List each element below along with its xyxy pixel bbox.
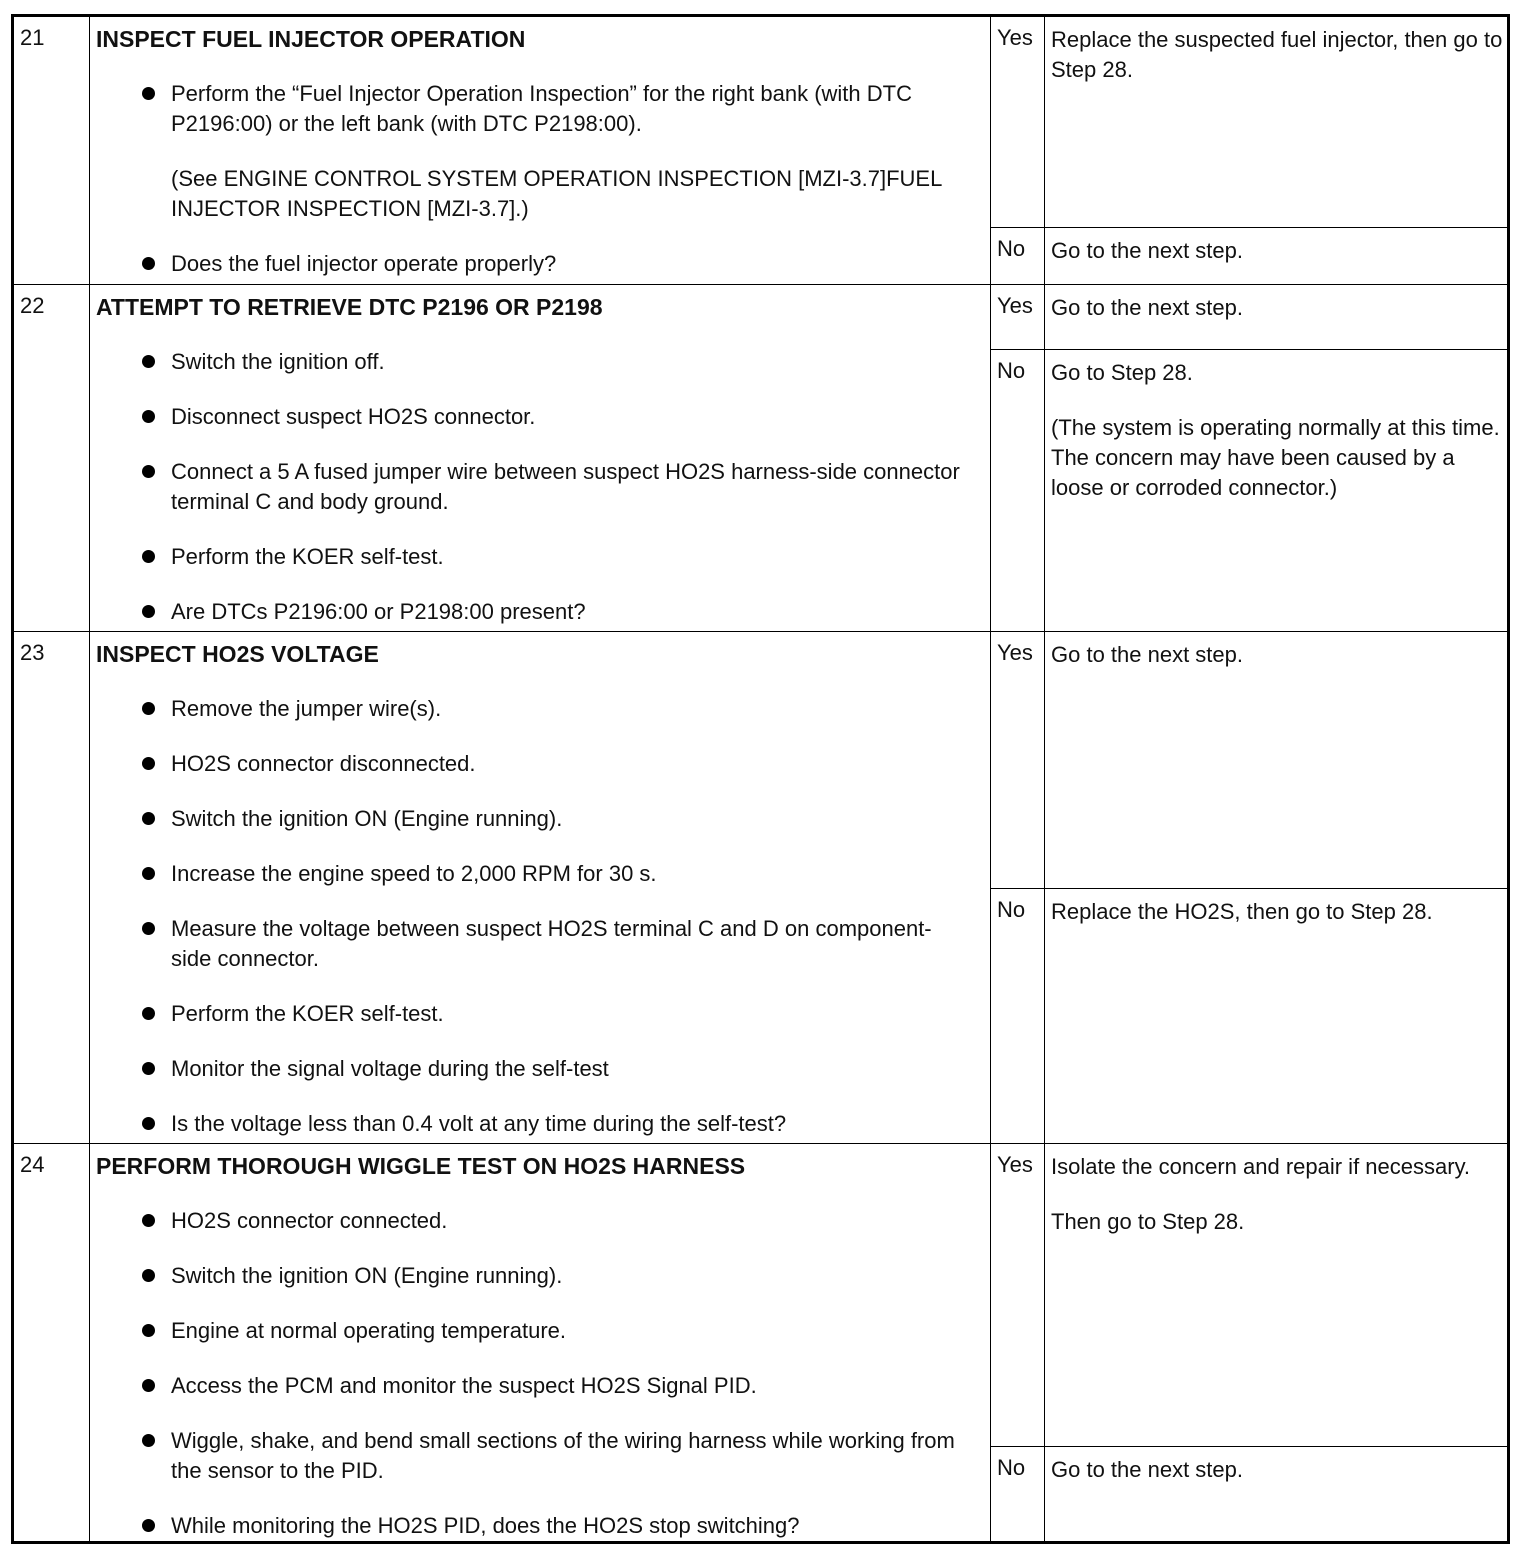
step-row-22 [14,285,1507,632]
step-number: 22 [14,285,90,631]
no-answer [991,349,1507,632]
bullet-icon [142,922,155,935]
no-label: No [991,228,1045,285]
bullet-item: HO2S connector connected. [142,1206,962,1236]
step-title: ATTEMPT TO RETRIEVE DTC P2196 OR P2198 [96,294,603,320]
bullet-icon [142,1117,155,1130]
bullet-icon [142,465,155,478]
bullet-item: While monitoring the HO2S PID, does the HO2S stop switching? [142,1511,962,1541]
no-answer [991,1446,1507,1541]
yes-label: Yes [991,17,1045,227]
bullet-item: Switch the ignition off. [142,347,962,377]
step-title: INSPECT FUEL INJECTOR OPERATION [96,26,526,52]
bullet-item: Connect a 5 A fused jumper wire between suspect HO2S harness-side connector terminal C and body ground. [142,457,962,517]
step-row-21 [14,17,1507,285]
step-number: 23 [14,632,90,1143]
bullet-icon [142,1379,155,1392]
step-results [991,632,1507,1143]
no-label: No [991,889,1045,1144]
bullet-item: Access the PCM and monitor the suspect HO2S Signal PID. [142,1371,962,1401]
bullet-icon [142,812,155,825]
no-label: No [991,350,1045,632]
bullet-icon [142,605,155,618]
no-answer [991,227,1507,285]
yes-answer [991,632,1507,888]
step-instructions [90,1144,991,1541]
bullet-item: Switch the ignition ON (Engine running). [142,1261,962,1291]
yes-answer [991,17,1507,227]
yes-label: Yes [991,285,1045,349]
yes-answer [991,285,1507,349]
bullet-icon [142,355,155,368]
bullet-item: Disconnect suspect HO2S connector. [142,402,962,432]
bullet-item: Engine at normal operating temperature. [142,1316,962,1346]
bullet-item: Perform the KOER self-test. [142,542,962,572]
step-title: PERFORM THOROUGH WIGGLE TEST ON HO2S HARNESS [96,1153,746,1179]
yes-result: Isolate the concern and repair if necessary. Then go to Step 28. [1051,1154,1471,1234]
bullet-icon [142,1007,155,1020]
bullet-icon [142,1214,155,1227]
bullet-icon [142,1519,155,1532]
no-result: Go to the next step. [1051,1457,1244,1482]
bullet-item: Perform the KOER self-test. [142,999,962,1029]
yes-answer [991,1144,1507,1446]
step-number: 21 [14,17,90,284]
bullet-item: Does the fuel injector operate properly? [142,249,962,279]
bullet-item: Perform the “Fuel Injector Operation Inspection” for the right bank (with DTC P2196:00) or the left bank (with DTC P2198:00). [142,79,962,139]
no-result: Replace the HO2S, then go to Step 28. [1051,899,1433,924]
step-instructions [90,632,991,1143]
bullet-item: Are DTCs P2196:00 or P2198:00 present? [142,597,962,627]
bullet-icon [142,1434,155,1447]
yes-result: Go to the next step. [1051,295,1244,320]
bullet-item: Wiggle, shake, and bend small sections of the wiring harness while working from the sensor to the PID. [142,1426,962,1486]
bullet-icon [142,757,155,770]
bullet-icon [142,410,155,423]
yes-result: Go to the next step. [1051,642,1244,667]
step-number: 24 [14,1144,90,1541]
no-answer [991,888,1507,1144]
bullet-item: Remove the jumper wire(s). [142,694,962,724]
bullet-item: HO2S connector disconnected. [142,749,962,779]
no-label: No [991,1447,1045,1541]
bullet-icon [142,1062,155,1075]
diagnostic-table [11,14,1510,1544]
bullet-item: Is the voltage less than 0.4 volt at any time during the self-test? [142,1109,962,1139]
bullet-item: Measure the voltage between suspect HO2S terminal C and D on component-side connector. [142,914,962,974]
no-result: Go to the next step. [1051,238,1244,263]
bullet-item: Monitor the signal voltage during the self-test [142,1054,962,1084]
step-row-24 [14,1144,1507,1541]
bullet-icon [142,550,155,563]
bullet-item: Increase the engine speed to 2,000 RPM for 30 s. [142,859,962,889]
bullet-icon [142,87,155,100]
bullet-icon [142,1324,155,1337]
no-result: Go to Step 28. (The system is operating normally at this time. The concern may have been caused by a loose or corroded connector.) [1051,360,1500,500]
step-title: INSPECT HO2S VOLTAGE [96,641,379,667]
bullet-icon [142,1269,155,1282]
step-results [991,17,1507,284]
step-instructions [90,17,991,284]
bullet-icon [142,702,155,715]
bullet-icon [142,867,155,880]
step-instructions [90,285,991,631]
bullet-item: Switch the ignition ON (Engine running). [142,804,962,834]
step-results [991,1144,1507,1541]
bullet-icon [142,257,155,270]
yes-label: Yes [991,1144,1045,1446]
step-results [991,285,1507,631]
reference-note: (See ENGINE CONTROL SYSTEM OPERATION INSPECTION [MZI-3.7]FUEL INJECTOR INSPECTION [MZI-3.7].) [171,166,942,221]
step-row-23 [14,632,1507,1144]
yes-label: Yes [991,632,1045,888]
yes-result: Replace the suspected fuel injector, then go to Step 28. [1051,27,1503,82]
